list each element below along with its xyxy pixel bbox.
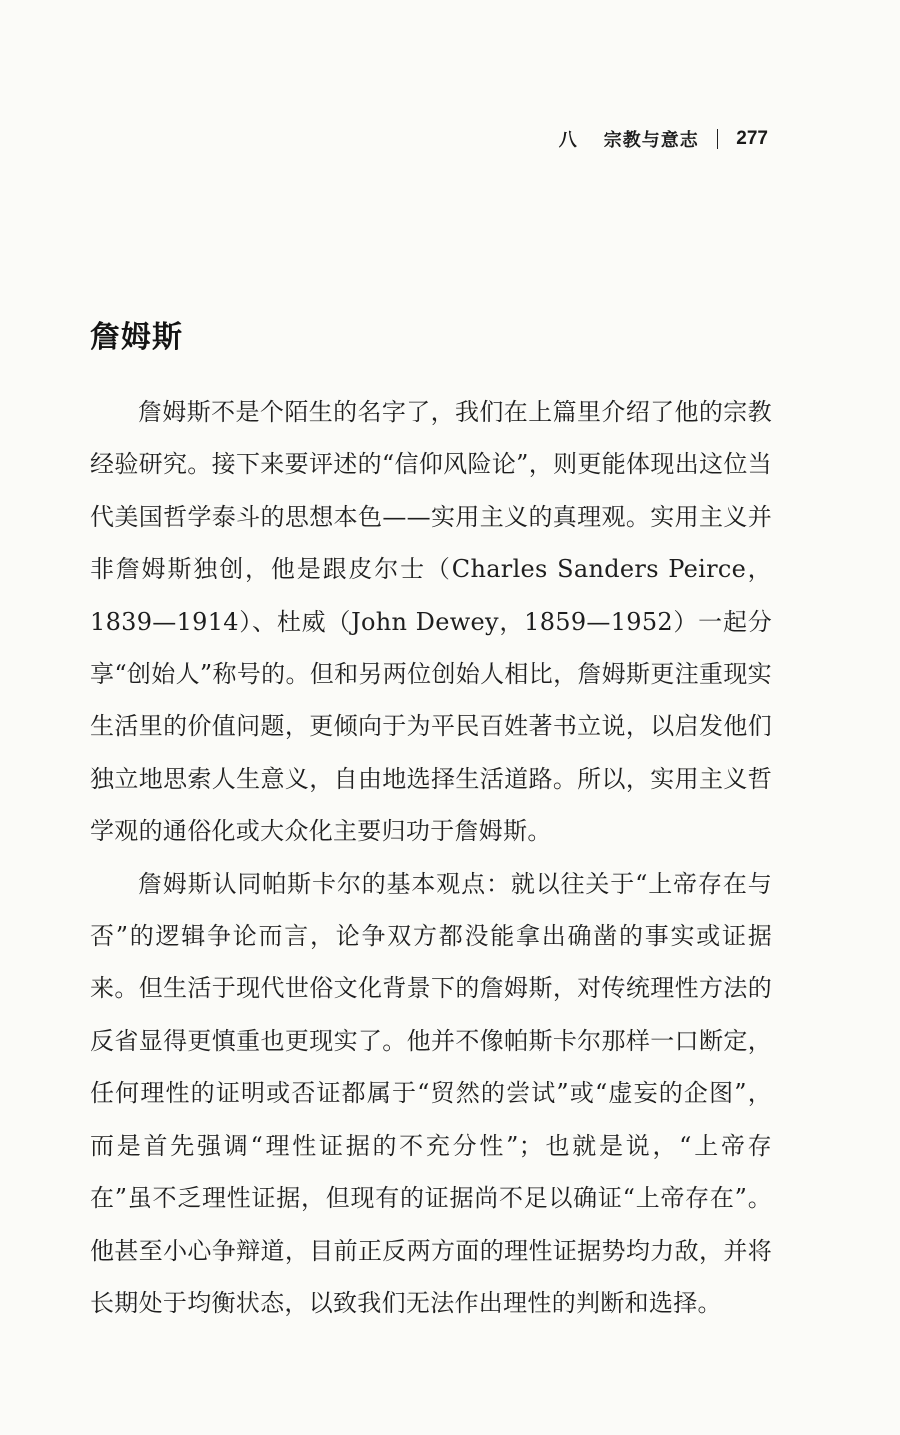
paragraph-2: 詹姆斯认同帕斯卡尔的基本观点：就以往关于“上帝存在与否”的逻辑争论而言，论争双方都没能拿出确凿的事实或证据来。但生活于现代世俗文化背景下的詹姆斯，对传统理性方法的反省显得更慎重也更现实了。他并不像帕斯卡尔那样一口断定，任何理性的证明或否证都属于“贸然的尝试”或“虚妄的企图”，而是首先强调“理性证据的不充分性”；也就是说，“上帝存在”虽不乏理性证据，但现有的证据尚不足以确证“上帝存在”。他甚至小心争辩道，目前正反两方面的理性证据势均力敌，并将长期处于均衡状态，以致我们无法作出理性的判断和选择。 <box>90 869 772 1317</box>
paragraph-1: 詹姆斯不是个陌生的名字了，我们在上篇里介绍了他的宗教经验研究。接下来要评述的“信仰风险论”，则更能体现出这位当代美国哲学泰斗的思想本色——实用主义的真理观。实用主义并非詹姆斯独创，他是跟皮尔士（Charles Sanders Peirce，1839—1914）、杜威（John Dewey，1859—1952）一起分享“创始人”称号的。但和另两位创始人相比，詹姆斯更注重现实生活里的价值问题，更倾向于为平民百姓著书立说，以启发他们独立地思索人生意义，自由地选择生活道路。所以，实用主义哲学观的通俗化或大众化主要归功于詹姆斯。 <box>90 398 772 846</box>
chapter-number: 八 <box>558 130 578 151</box>
running-header <box>559 126 768 152</box>
chapter-title: 宗教与意志 <box>603 130 699 151</box>
header-divider <box>717 129 719 149</box>
section-title: 詹姆斯 <box>90 320 183 355</box>
body-text <box>90 386 772 1329</box>
page-number: 277 <box>736 128 768 149</box>
